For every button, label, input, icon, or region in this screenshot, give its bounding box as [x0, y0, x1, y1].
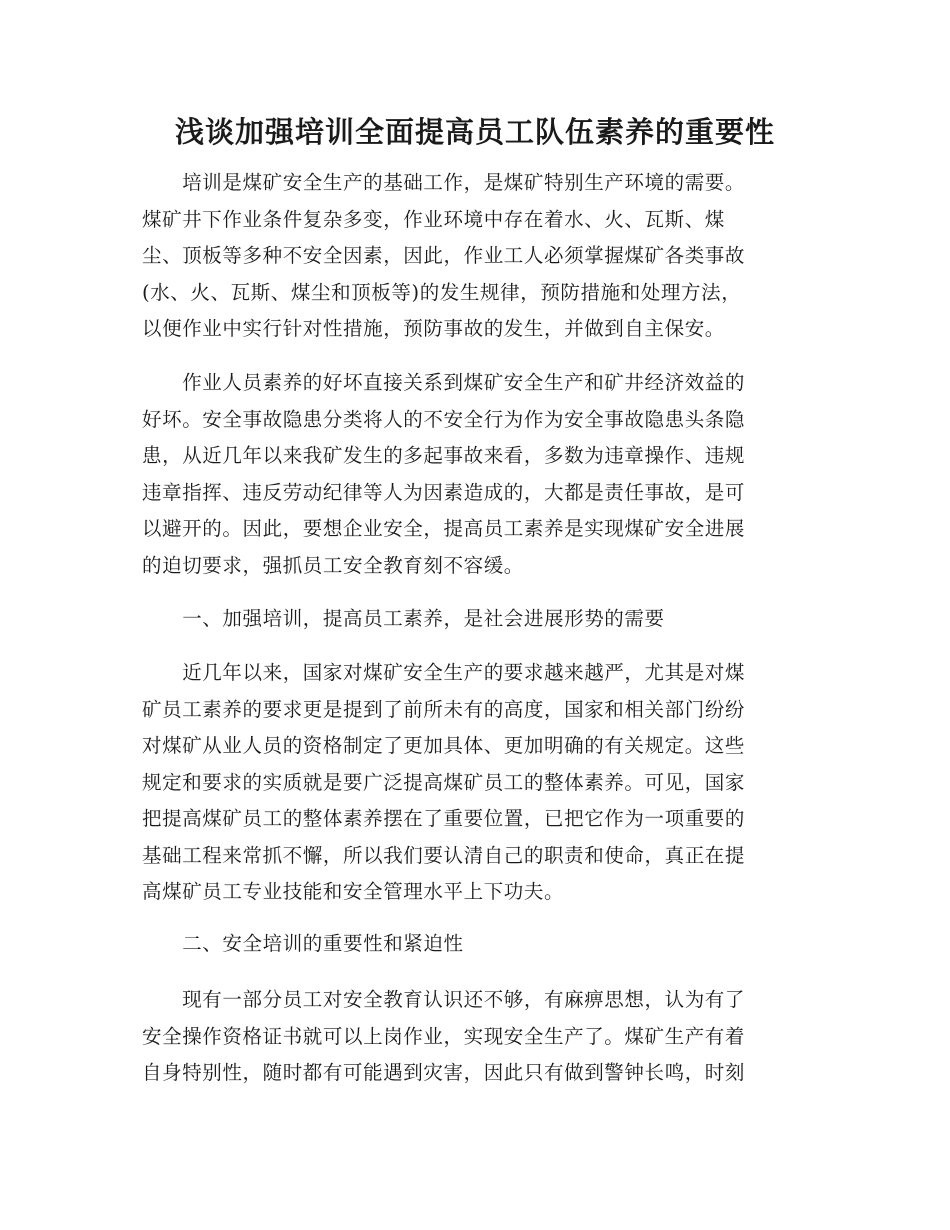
text-line: (水、火、瓦斯、煤尘和顶板等)的发生规律，预防措施和处理方法， [142, 280, 742, 304]
text-line: 好坏。安全事故隐患分类将人的不安全行为作为安全事故隐患头条隐 [142, 407, 746, 431]
section-heading-2 [142, 926, 822, 963]
text-line: 近几年以来，国家对煤矿安全生产的要求越来越严，尤其是对煤 [142, 661, 746, 684]
section-heading-1 [142, 601, 822, 638]
text-line: 把提高煤矿员工的整体素养摆在了重要位置，已把它作为一项重要的 [142, 807, 746, 830]
text-line: 安全操作资格证书就可以上岗作业，实现安全生产了。煤矿生产有着 [142, 1024, 746, 1048]
text-line: 高煤矿员工专业技能和安全管理水平上下功夫。 [142, 880, 565, 903]
text-line: 的迫切要求，强抓员工安全教育刻不容缓。 [142, 553, 524, 577]
text-line: 以避开的。因此，要想企业安全，提高员工素养是实现煤矿安全进展 [142, 517, 746, 540]
paragraph-training-basics [142, 165, 822, 348]
text-line: 尘、顶板等多种不安全因素，因此，作业工人必须掌握煤矿各类事故 [142, 244, 746, 267]
text-line: 以便作业中实行针对性措施，预防事故的发生，并做到自主保安。 [142, 317, 725, 340]
document-title: 浅谈加强培训全面提高员工队伍素养的重要性 [174, 115, 775, 149]
text-line: 现有一部分员工对安全教育认识还不够，有麻痹思想，认为有了 [142, 988, 746, 1011]
text-line: 矿员工素养的要求更是提到了前所未有的高度，国家和相关部门纷纷 [142, 697, 746, 721]
paragraph-safety-awareness [142, 982, 822, 1092]
text-line: 违章指挥、违反劳动纪律等人为因素造成的，大都是责任事故，是可 [142, 480, 746, 504]
text-line: 作业人员素养的好坏直接关系到煤矿安全生产和矿井经济效益的 [142, 371, 746, 394]
heading-line: 二、安全培训的重要性和紧迫性 [142, 932, 464, 955]
heading-line: 一、加强培训，提高员工素养，是社会进展形势的需要 [142, 607, 665, 630]
text-line: 煤矿井下作业条件复杂多变，作业环境中存在着水、火、瓦斯、煤 [142, 207, 725, 231]
text-line: 基础工程来常抓不懈，所以我们要认清自己的职责和使命，真正在提 [142, 843, 746, 867]
text-line: 规定和要求的实质就是要广泛提高煤矿员工的整体素养。可见，国家 [142, 770, 746, 794]
paragraph-personnel-quality [142, 365, 822, 584]
text-line: 对煤矿从业人员的资格制定了更加具体、更加明确的有关规定。这些 [142, 734, 746, 757]
text-line: 患，从近几年以来我矿发生的多起事故来看，多数为违章操作、违规 [142, 444, 746, 467]
text-line: 培训是煤矿安全生产的基础工作，是煤矿特别生产环境的需要。 [142, 171, 746, 194]
text-line: 自身特别性，随时都有可能遇到灾害，因此只有做到警钟长鸣，时刻 [142, 1061, 746, 1084]
paragraph-national-requirements [142, 655, 822, 911]
